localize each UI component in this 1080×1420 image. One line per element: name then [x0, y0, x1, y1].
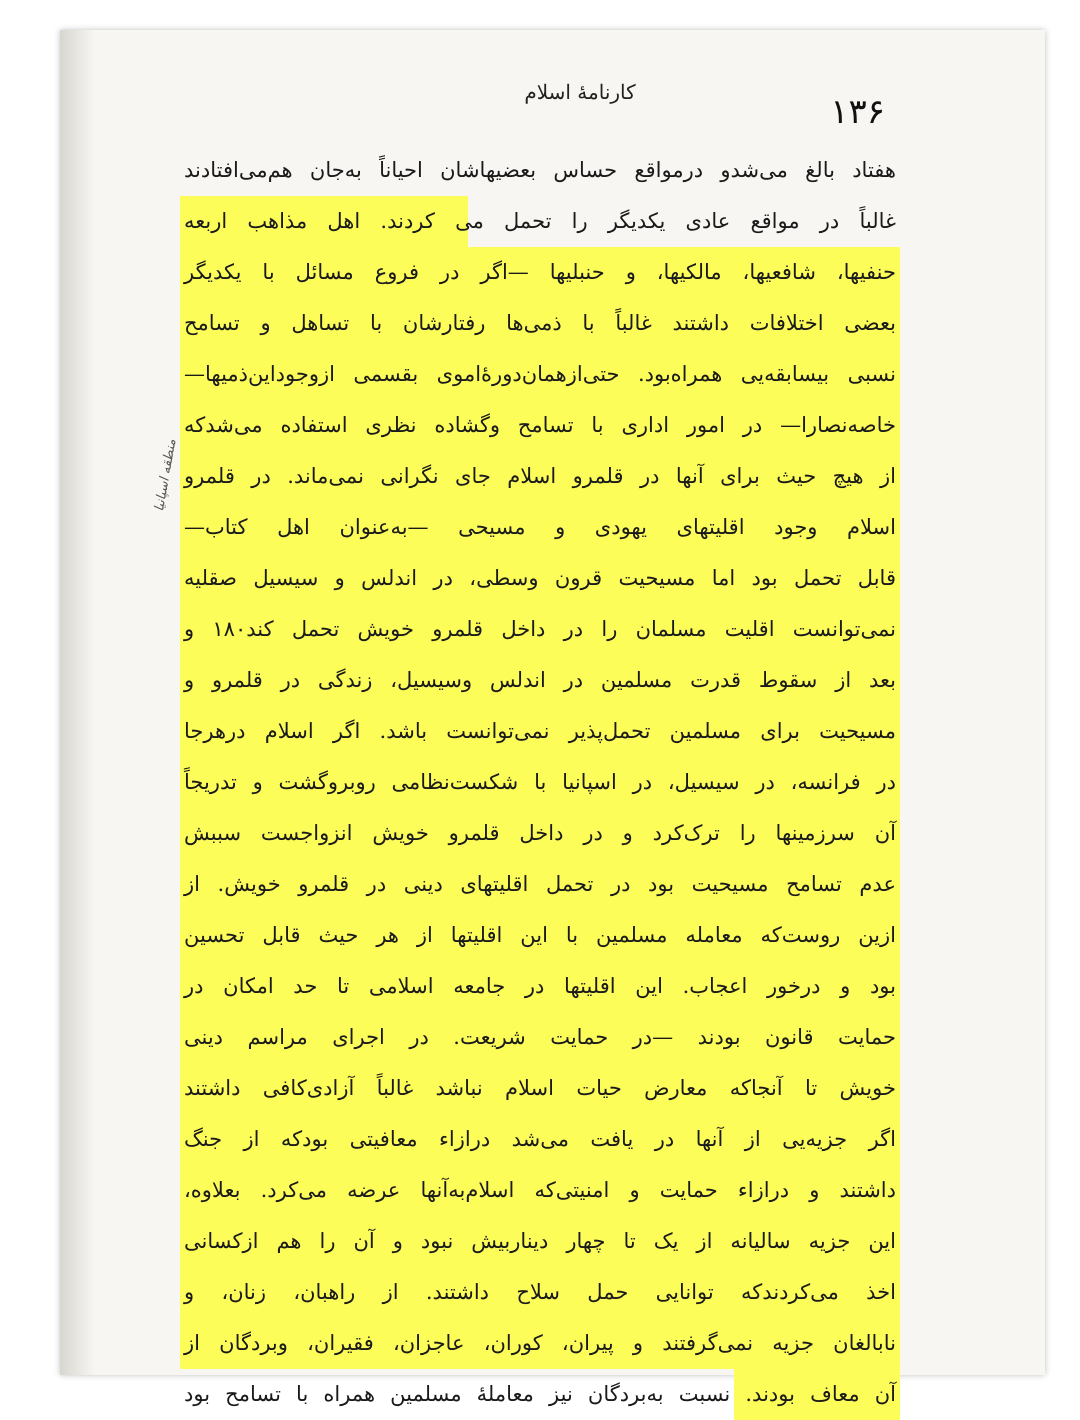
text-line: خویش تا آنجاکه معارض حیات اسلام نباشد غالباً آزادی‌کافی داشتند: [180, 1063, 900, 1114]
text-line: نسبی بیسابقه‌یی همراه‌بود. حتی‌ازهمان‌دورهٔ‌اموی بقسمی ازوجوداین‌ذمیها—: [180, 349, 900, 400]
text-line: بعضی اختلافات داشتند غالباً با ذمی‌ها رفتارشان با تساهل و تسامح: [180, 298, 900, 349]
text-line: حنفیها، شافعیها، مالکیها، و حنبلیها —اگر در فروع مسائل با یکدیگر: [180, 247, 900, 298]
page-spine-shadow: [60, 30, 95, 1375]
text-line: اگر جزیه‌یی از آنها در یافت می‌شد درازاء معافیتی بودکه از جنگ: [180, 1114, 900, 1165]
running-head: کارنامهٔ اسلام: [524, 80, 636, 104]
text-line: عدم تسامح مسیحیت بود در تحمل اقلیتهای دینی در قلمرو خویش. از: [180, 859, 900, 910]
text-line: اخذ می‌کردندکه توانایی حمل سلاح داشتند. از راهبان، زنان، و: [180, 1267, 900, 1318]
text-line: این جزیه سالیانه از یک تا چهار دیناربیش نبود و آن را هم ازکسانی: [180, 1216, 900, 1267]
text-line: حمایت قانون بودند —در حمایت شریعت. در اجرای مراسم دینی: [180, 1012, 900, 1063]
text-line: غالباً در مواقع عادی یکدیگر را تحمل می کردند. اهل مذاهب اربعه: [180, 196, 900, 247]
text-line: اسلام وجود اقلیتهای یهودی و مسیحی —به‌عنوان اهل کتاب—: [180, 502, 900, 553]
text-line: ازین روست‌که معامله مسلمین با این اقلیتها از هر حیث قابل تحسین: [180, 910, 900, 961]
handwritten-margin-note: منطقه اسپانیا: [152, 437, 180, 513]
text-line: مسیحیت برای مسلمین تحمل‌پذیر نمی‌توانست باشد. اگر اسلام درهرجا: [180, 706, 900, 757]
text-line: داشتند و درازاء حمایت و امنیتی‌که اسلام‌به‌آنها عرضه می‌کرد. بعلاوه،: [180, 1165, 900, 1216]
text-line: آن سرزمینها را ترک‌کرد و در داخل قلمرو خویش انزواجست سببش: [180, 808, 900, 859]
text-line: از هیچ حیث برای آنها در قلمرو اسلام جای نگرانی نمی‌ماند. در قلمرو: [180, 451, 900, 502]
text-line: قابل تحمل بود اما مسیحیت قرون وسطی، در اندلس و سیسیل صقلیه: [180, 553, 900, 604]
text-line: خاصه‌نصارا— در امور اداری با تسامح وگشاده نظری استفاده می‌شدکه: [180, 400, 900, 451]
text-line: بعد از سقوط قدرت مسلمین در اندلس وسیسیل، زندگی در قلمرو و: [180, 655, 900, 706]
book-page: [60, 30, 1045, 1406]
page-number: ۱۳۶: [830, 92, 885, 132]
text-line: نمی‌توانست اقلیت مسلمان را در داخل قلمرو خویش تحمل کند۱۸۰ و: [180, 604, 900, 655]
text-line: در فرانسه، در سیسیل، در اسپانیا با شکست‌نظامی روبروگشت و تدریجاً: [180, 757, 900, 808]
text-line: آن معاف بودند. نسبت به‌بردگان نیز معاملهٔ مسلمین همراه با تسامح بود: [180, 1369, 900, 1420]
text-line: بود و درخور اعجاب. این اقلیتها در جامعه اسلامی تا حد امکان در: [180, 961, 900, 1012]
text-line: هفتاد بالغ می‌شدو درمواقع حساس بعضیهاشان احیاناً به‌جان هم‌می‌افتادند: [184, 158, 896, 182]
body-text: [180, 145, 900, 1420]
text-line: نابالغان جزیه نمی‌گرفتند و پیران، کوران، عاجزان، فقیران، وبردگان از: [180, 1318, 900, 1369]
